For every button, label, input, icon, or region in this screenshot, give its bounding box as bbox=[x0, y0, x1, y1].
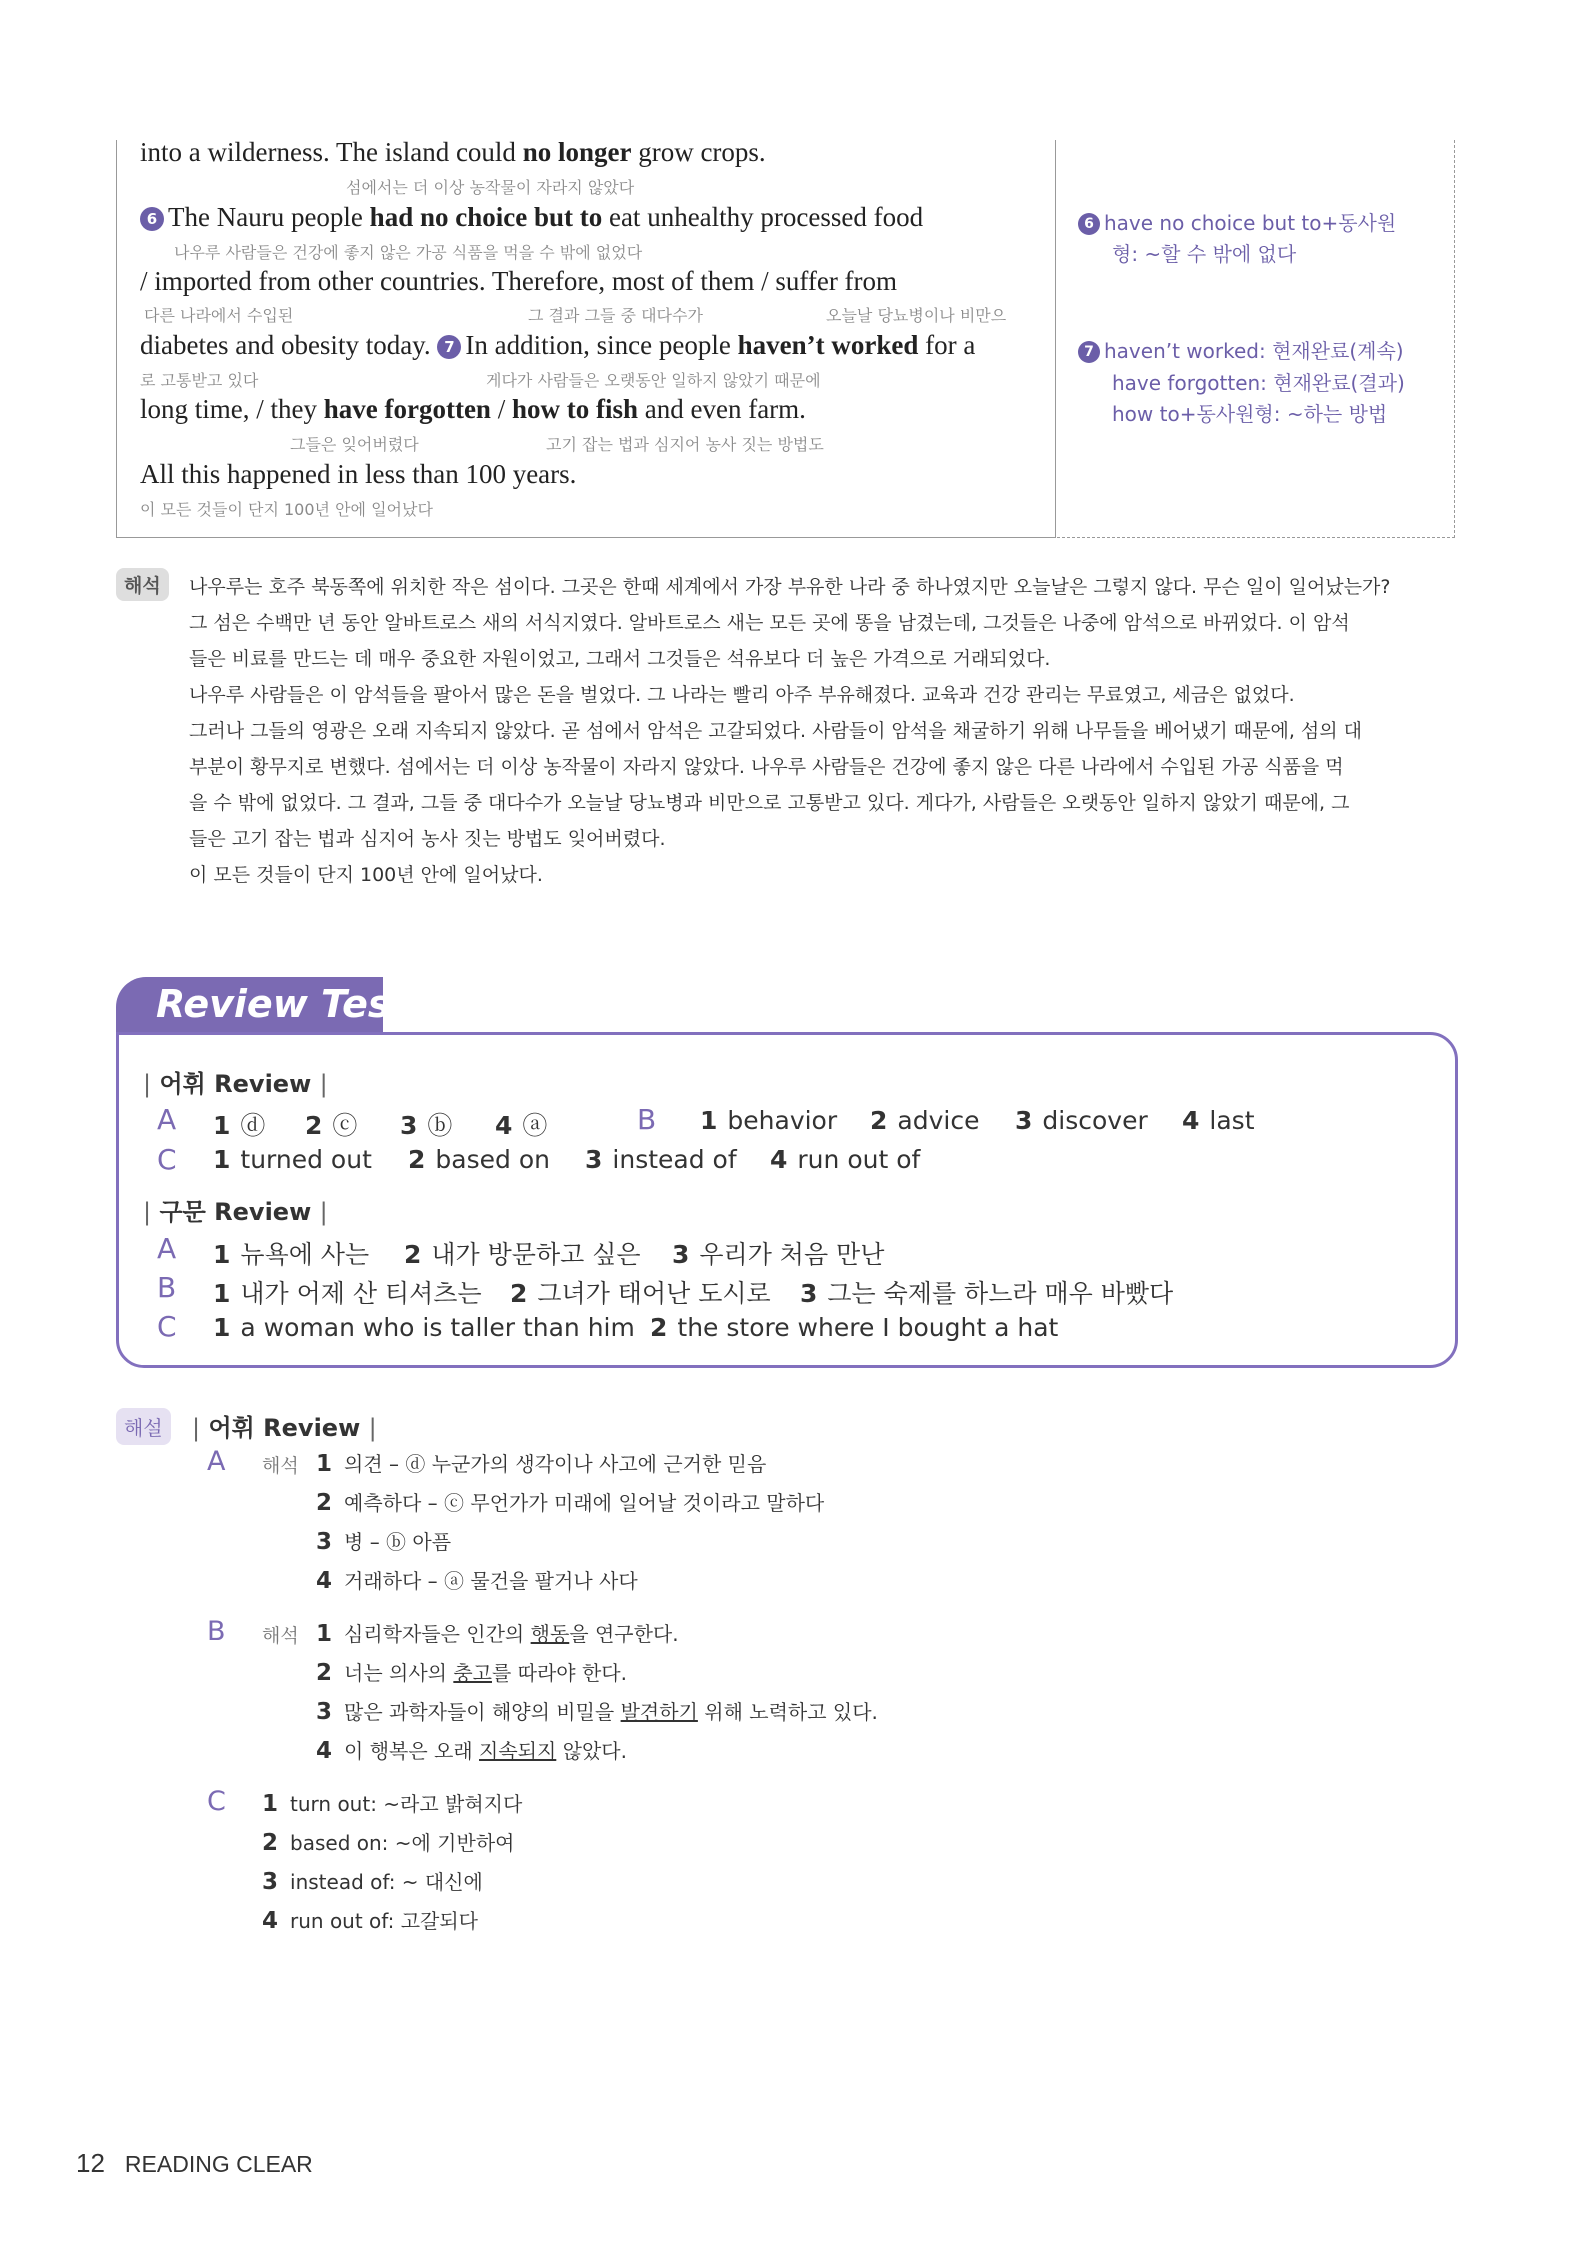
vocab-a-item-3: 3 ⓑ bbox=[400, 1111, 453, 1140]
vocab-review-heading: | 어휘 Review | bbox=[143, 1070, 328, 1098]
passage-gloss-5a: 그들은 잊어버렸다 bbox=[290, 435, 419, 454]
passage-line-6: All this happened in less than 100 years. bbox=[140, 459, 577, 489]
sentence-number-7: 7 bbox=[437, 335, 461, 359]
explanation-c-line-1: 1 turn out: ~라고 밝혀지다 bbox=[262, 1791, 523, 1817]
explanation-b-subtag: 해석 bbox=[262, 1625, 299, 1647]
vocab-letter-a: A bbox=[157, 1103, 177, 1136]
syntax-c-item-2: 2 the store where I bought a hat bbox=[650, 1313, 1059, 1342]
vocab-a-item-4: 4 ⓐ bbox=[495, 1111, 548, 1140]
vocab-a-item-1: 1 ⓓ bbox=[213, 1111, 266, 1140]
page-number: 12 bbox=[76, 2148, 105, 2178]
translation-line: 나우루 사람들은 이 암석들을 팔아서 많은 돈을 벌었다. 그 나라는 빨리 아주 부유해졌다. 교육과 건강 관리는 무료였고, 세금은 없었다. bbox=[189, 684, 1295, 706]
translation-line: 을 수 밖에 없었다. 그 결과, 그들 중 대다수가 오늘날 당뇨병과 비만으로 고통받고 있다. 게다가, 사람들은 오랫동안 일하지 않았기 때문에, 그 bbox=[189, 792, 1350, 814]
vocab-b-item-4: 4 last bbox=[1182, 1106, 1255, 1135]
passage-gloss-1: 섬에서는 더 이상 농작물이 자라지 않았다 bbox=[346, 178, 635, 197]
passage-gloss-3a: 다른 나라에서 수입된 bbox=[144, 306, 294, 325]
passage-line-1: into a wilderness. The island could no longer grow crops. bbox=[140, 137, 766, 167]
vocab-a-item-2: 2 ⓒ bbox=[305, 1111, 358, 1140]
syntax-letter-b: B bbox=[157, 1271, 177, 1304]
explanation-letter-a: A bbox=[207, 1446, 226, 1477]
note-number-7: 7 bbox=[1078, 341, 1100, 363]
explanation-c-line-2: 2 based on: ~에 기반하여 bbox=[262, 1830, 515, 1856]
note-7-line-1: 7 haven’t worked: 현재완료(계속) bbox=[1078, 335, 1404, 364]
translation-line: 이 모든 것들이 단지 100년 안에 일어났다. bbox=[189, 864, 543, 886]
explanation-heading: | 어휘 Review | bbox=[192, 1414, 377, 1442]
syntax-letter-c: C bbox=[157, 1310, 177, 1343]
syntax-c-item-1: 1 a woman who is taller than him bbox=[213, 1313, 635, 1342]
explanation-letter-c: C bbox=[207, 1786, 226, 1817]
syntax-letter-a: A bbox=[157, 1232, 177, 1265]
translation-line: 그 섬은 수백만 년 동안 알바트로스 새의 서식지였다. 알바트로스 새는 모든 곳에 똥을 남겼는데, 그것들은 나중에 암석으로 바뀌었다. 이 암석 bbox=[189, 612, 1350, 634]
vocab-c-item-2: 2 based on bbox=[408, 1145, 550, 1174]
syntax-a-item-2: 2 내가 방문하고 싶은 bbox=[404, 1240, 641, 1269]
vocab-b-item-3: 3 discover bbox=[1015, 1106, 1148, 1135]
passage-gloss-6: 이 모든 것들이 단지 100년 안에 일어났다 bbox=[140, 500, 433, 519]
note-7-line-2: have forgotten: 현재완료(결과) bbox=[1112, 371, 1405, 395]
explanation-b-line-4: 4 이 행복은 오래 지속되지 않았다. bbox=[316, 1738, 627, 1764]
page-footer bbox=[76, 2148, 313, 2179]
passage-line-3: / imported from other countries. Therefore, most of them / suffer from bbox=[140, 266, 898, 296]
explanation-a-line-4: 4 거래하다 – ⓐ 물건을 팔거나 사다 bbox=[316, 1568, 638, 1594]
explanation-letter-b: B bbox=[207, 1616, 226, 1647]
explanation-a-line-1: 1 의견 – ⓓ 누군가의 생각이나 사고에 근거한 믿음 bbox=[316, 1451, 767, 1477]
passage-gloss-5b: 고기 잡는 법과 심지어 농사 짓는 방법도 bbox=[546, 435, 824, 454]
vocab-letter-b: B bbox=[637, 1103, 657, 1136]
note-6-line-2: 형: ~할 수 밖에 없다 bbox=[1112, 242, 1297, 266]
syntax-a-item-3: 3 우리가 처음 만난 bbox=[672, 1240, 885, 1269]
explanation-c-line-3: 3 instead of: ~ 대신에 bbox=[262, 1869, 483, 1895]
sentence-number-6: 6 bbox=[140, 207, 164, 231]
note-7-line-3: how to+동사원형: ~하는 방법 bbox=[1112, 402, 1388, 426]
passage-gloss-4b: 게다가 사람들은 오랫동안 일하지 않았기 때문에 bbox=[486, 371, 821, 390]
translation-line: 들은 비료를 만드는 데 매우 중요한 자원이었고, 그래서 그것들은 석유보다 더 높은 가격으로 거래되었다. bbox=[189, 648, 1051, 670]
translation-tag: 해석 bbox=[116, 568, 169, 601]
passage-gloss-2: 나우루 사람들은 건강에 좋지 않은 가공 식품을 먹을 수 밖에 없었다 bbox=[174, 243, 643, 262]
translation-line: 나우루는 호주 북동쪽에 위치한 작은 섬이다. 그곳은 한때 세계에서 가장 부유한 나라 중 하나였지만 오늘날은 그렇지 않다. 무슨 일이 일어났는가? bbox=[189, 576, 1391, 598]
translation-line: 그러나 그들의 영광은 오래 지속되지 않았다. 곧 섬에서 암석은 고갈되었다. 사람들이 암석을 채굴하기 위해 나무들을 베어냈기 때문에, 섬의 대 bbox=[189, 720, 1363, 742]
passage-gloss-3c: 오늘날 당뇨병이나 비만으 bbox=[826, 306, 1007, 325]
explanation-b-line-3: 3 많은 과학자들이 해양의 비밀을 발견하기 위해 노력하고 있다. bbox=[316, 1699, 878, 1725]
syntax-review-heading: | 구문 Review | bbox=[143, 1198, 328, 1226]
review-test-title: Review Test bbox=[156, 982, 409, 1026]
vocab-letter-c: C bbox=[157, 1143, 177, 1176]
passage-line-5: long time, / they have forgotten / how to fish and even farm. bbox=[140, 394, 806, 424]
note-number-6: 6 bbox=[1078, 213, 1100, 235]
explanation-tag: 해설 bbox=[116, 1408, 171, 1445]
book-title: READING CLEAR bbox=[124, 2151, 313, 2177]
explanation-c-line-4: 4 run out of: 고갈되다 bbox=[262, 1908, 478, 1934]
passage-line-2: 6 The Nauru people had no choice but to eat unhealthy processed food bbox=[140, 202, 923, 233]
explanation-b-line-1: 1 심리학자들은 인간의 행동을 연구한다. bbox=[316, 1621, 679, 1647]
passage-gloss-4a: 로 고통받고 있다 bbox=[140, 371, 259, 390]
explanation-b-line-2: 2 너는 의사의 충고를 따라야 한다. bbox=[316, 1660, 627, 1686]
explanation-a-line-2: 2 예측하다 – ⓒ 무언가가 미래에 일어날 것이라고 말하다 bbox=[316, 1490, 825, 1516]
explanation-a-subtag: 해석 bbox=[262, 1455, 299, 1477]
note-6-line-1: 6 have no choice but to+동사원 bbox=[1078, 207, 1396, 236]
passage-gloss-3b: 그 결과 그들 중 대다수가 bbox=[528, 306, 703, 325]
vocab-c-item-4: 4 run out of bbox=[770, 1145, 921, 1174]
explanation-a-line-3: 3 병 – ⓑ 아픔 bbox=[316, 1529, 452, 1555]
vocab-b-item-1: 1 behavior bbox=[700, 1106, 838, 1135]
vocab-c-item-3: 3 instead of bbox=[585, 1145, 737, 1174]
syntax-b-item-2: 2 그녀가 태어난 도시로 bbox=[510, 1279, 771, 1308]
passage-line-4: diabetes and obesity today. 7 In addition, since people haven’t worked for a bbox=[140, 330, 976, 360]
vocab-b-item-2: 2 advice bbox=[870, 1106, 980, 1135]
translation-line: 부분이 황무지로 변했다. 섬에서는 더 이상 농작물이 자라지 않았다. 나우루 사람들은 건강에 좋지 않은 다른 나라에서 수입된 가공 식품을 먹 bbox=[189, 756, 1344, 778]
syntax-b-item-1: 1 내가 어제 산 티셔츠는 bbox=[213, 1279, 482, 1308]
vocab-c-item-1: 1 turned out bbox=[213, 1145, 372, 1174]
syntax-a-item-1: 1 뉴욕에 사는 bbox=[213, 1240, 370, 1269]
translation-line: 들은 고기 잡는 법과 심지어 농사 짓는 방법도 잊어버렸다. bbox=[189, 828, 666, 850]
syntax-b-item-3: 3 그는 숙제를 하느라 매우 바빴다 bbox=[800, 1279, 1174, 1308]
